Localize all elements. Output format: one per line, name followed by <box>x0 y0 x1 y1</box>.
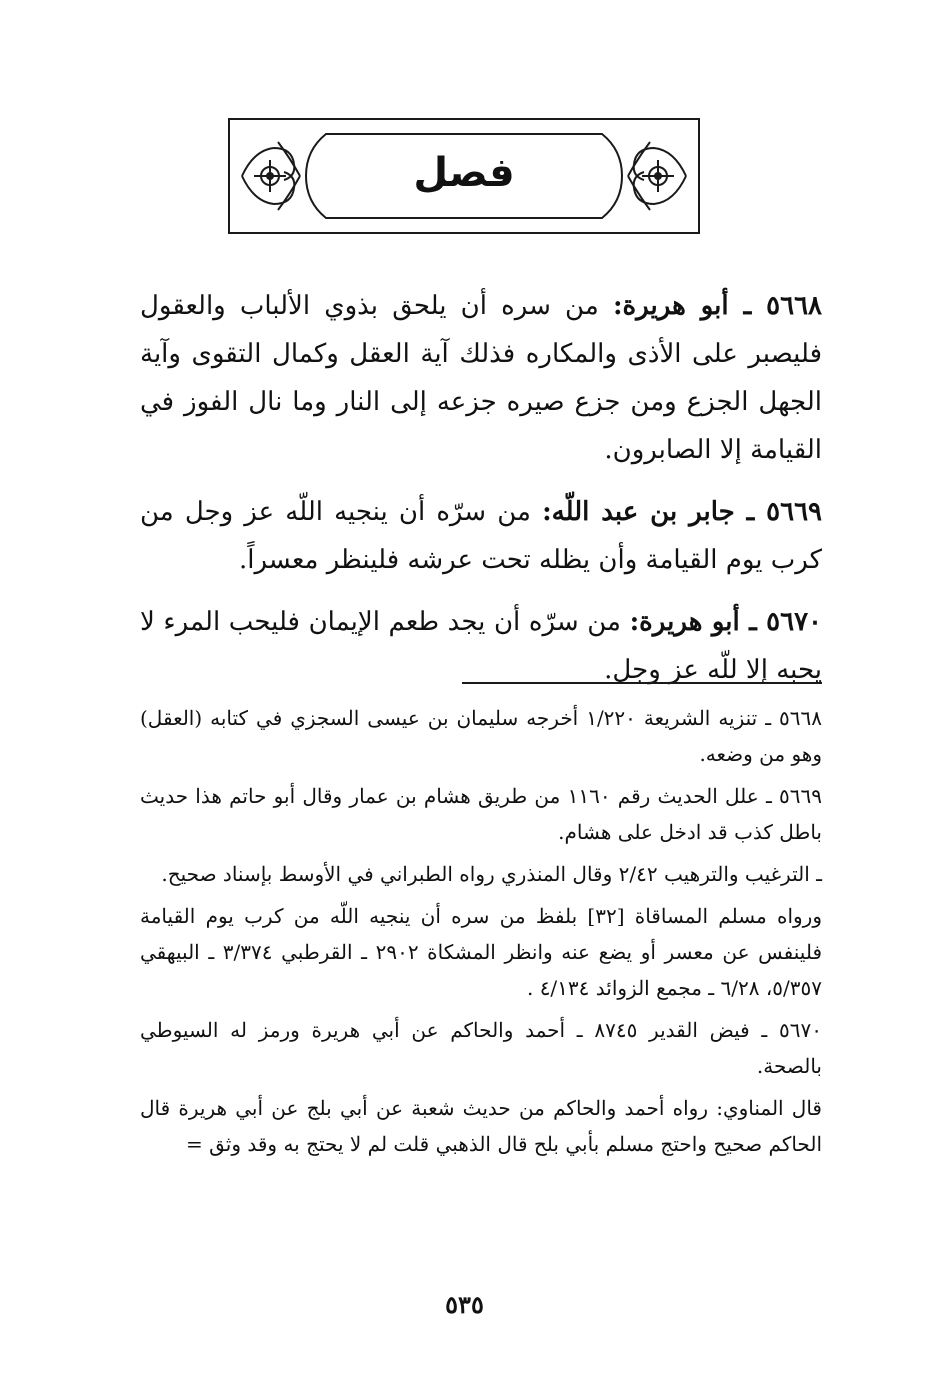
footnote: قال المناوي: رواه أحمد والحاكم من حديث شعبة عن أبي بلج عن أبي هريرة قال الحاكم صحيح واحتج مسلم بأبي بلح قال الذهبي قلت لم لا يحتج به وقد وثق = <box>140 1096 822 1156</box>
entry-reference: ٥٦٦٩ ـ جابر بن عبد اللّه: <box>542 497 823 527</box>
hadith-entry <box>140 282 822 474</box>
hadith-entries <box>140 282 822 708</box>
footnote: ٥٦٦٨ ـ تنزيه الشريعة ١/٢٢٠ أخرجه سليمان بن عيسى السجزي في كتابه (العقل) وهو من وضعه. <box>140 706 822 766</box>
entry-text: من سرّه أن يجد طعم الإيمان فليحب المرء لا يحبه إلا للّه عز وجل. <box>140 607 822 685</box>
page-number: ٥٣٥ <box>445 1290 484 1319</box>
entry-reference: ٥٦٧٠ ـ أبو هريرة: <box>629 607 822 637</box>
footnote: ـ الترغيب والترهيب ٢/٤٢ وقال المنذري رواه الطبراني في الأوسط بإسناد صحيح. <box>161 862 822 886</box>
entry-reference: ٥٦٦٨ ـ أبو هريرة: <box>612 291 823 321</box>
footnote: ورواه مسلم المساقاة [٣٢] بلفظ من سره أن ينجيه اللّه من كرب يوم القيامة فلينفس عن معسر أو يضع عنه وانظر المشكاة ٢٩٠٢ ـ القرطبي ٣/٣٧٤ ـ البيهقي ٥/٣٥٧، ٦/٢٨ ـ مجمع الزوائد ٤/١٣٤ . <box>140 904 823 1000</box>
entry-text: من سرّه أن ينجيه اللّه عز وجل من كرب يوم القيامة وأن يظله تحت عرشه فلينظر معسراً. <box>140 497 822 575</box>
footnote: ٥٦٦٩ ـ علل الحديث رقم ١١٦٠ من طريق هشام بن عمار وقال أبو حاتم هذا حديث باطل كذب قد ادخل على هشام. <box>140 784 823 844</box>
entry-text: من سره أن يلحق بذوي الألباب والعقول فليصبر على الأذى والمكاره فذلك آية العقل وكمال التقوى وآية الجهل الجزع ومن جزع صيره جزعه إلى النار وما نال الفوز في القيامة إلا الصابرون. <box>140 291 822 465</box>
section-title-frame <box>228 118 700 234</box>
footnote: ٥٦٧٠ ـ فيض القدير ٨٧٤٥ ـ أحمد والحاكم عن أبي هريرة ورمز له السيوطي بالصحة. <box>140 1018 822 1078</box>
hadith-entry <box>140 598 822 694</box>
hadith-entry <box>140 488 822 584</box>
footnote-divider <box>462 682 822 684</box>
footnotes <box>140 700 822 1168</box>
section-title: فصل <box>413 150 515 196</box>
